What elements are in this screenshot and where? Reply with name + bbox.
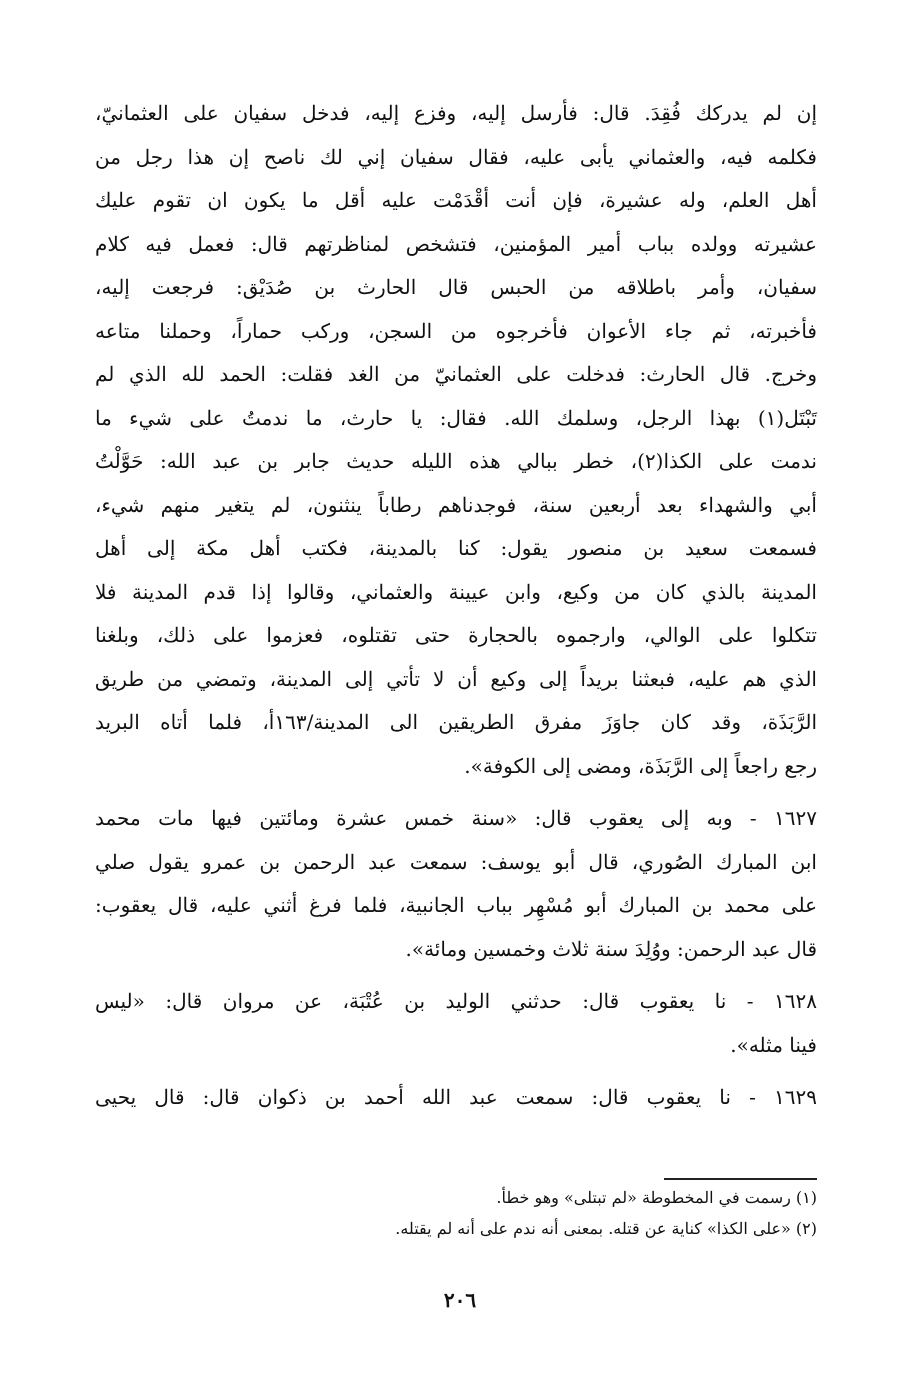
text-line: أبي والشهداء بعد أربعين سنة، فوجدناهم رطاباً ينثنون، لم يتغير منهم شيء، xyxy=(95,492,817,517)
paragraph-gap xyxy=(95,788,817,797)
text-line: ١٦٢٨ - نا يعقوب قال: حدثني الوليد بن عُتْبَة، عن مروان قال: «ليس xyxy=(95,989,817,1013)
footnotes xyxy=(97,1182,817,1244)
text-line: تتكلوا على الوالي، وارجموه بالحجارة حتى تقتلوه، فعزموا على ذلك، وبلغنا xyxy=(95,623,817,647)
text-line: الرَّبَذَة، وقد كان جاوَزَ مفرق الطريقين الى المدينة/١٦٣أ، فلما أتاه البريد xyxy=(95,710,818,734)
text-line: عشيرته وولده بباب أمير المؤمنين، فتشخص لمناظرتهم قال: فعمل فيه كلام xyxy=(95,231,817,256)
text-line: فسمعت سعيد بن منصور يقول: كنا بالمدينة، فكتب أهل مكة إلى أهل xyxy=(95,536,817,560)
text-line: أهل العلم، وله عشيرة، فإن أنت أقْدَمْت عليه أقل ما يكون ان تقوم عليك xyxy=(95,188,817,212)
paragraph-gap xyxy=(95,971,817,980)
text-line: قال عبد الرحمن: ووُلِدَ سنة ثلاث وخمسين ومائة». xyxy=(405,936,817,961)
paragraph-1629 xyxy=(95,1076,817,1120)
footnote-divider xyxy=(664,1178,817,1180)
footnote-1: (١) رسمت في المخطوطة «لم تبتلى» وهو خطأ. xyxy=(496,1188,817,1207)
text-line: فينا مثله». xyxy=(730,1032,817,1057)
text-line: سفيان، وأمر باطلاقه من الحبس قال الحارث بن صُدَيْق: فرجعت إليه، xyxy=(95,275,817,299)
text-line: الذي هم عليه، فبعثنا بريداً إلى وكيع أن لا تأتي إلى المدينة، وتمضي من طريق xyxy=(95,666,817,691)
text-line: فأخبرته، ثم جاء الأعوان فأخرجوه من السجن، وركب حماراً، وحملنا متاعه xyxy=(95,318,817,343)
text-line: ١٦٢٧ - وبه إلى يعقوب قال: «سنة خمس عشرة ومائتين فيها مات محمد xyxy=(95,806,817,830)
text-line: رجع راجعاً إلى الرَّبَذَة، ومضى إلى الكوفة». xyxy=(464,753,817,778)
footnote-2: (٢) «على الكذا» كناية عن قتله. بمعنى أنه ندم على أنه لم يقتله. xyxy=(395,1219,817,1238)
text-line: ندمت على الكذا(٢)، خطر ببالي هذه الليله حديث جابر بن عبد الله: حَوَّلْتُ xyxy=(95,449,817,473)
paragraph-story xyxy=(95,92,817,788)
text-line: ١٦٢٩ - نا يعقوب قال: سمعت عبد الله أحمد بن ذكوان قال: قال يحيى xyxy=(95,1085,817,1109)
text-line: ابن المبارك الصُوري، قال أبو يوسف: سمعت عبد الرحمن بن عمرو يقول صلي xyxy=(95,849,817,874)
paragraph-1627 xyxy=(95,797,817,971)
page-body xyxy=(95,92,817,1120)
text-line: وخرج. قال الحارث: فدخلت على العثمانيّ من الغد فقلت: الحمد لله الذي لم xyxy=(95,362,817,386)
paragraph-1628 xyxy=(95,980,817,1067)
page-number: ٢٠٦ xyxy=(443,1288,477,1312)
paragraph-gap xyxy=(95,1067,817,1076)
text-line: المدينة بالذي كان من وكيع، وابن عيينة والعثماني، وقالوا إذا قدم المدينة فلا xyxy=(95,579,817,604)
text-line: فكلمه فيه، والعثماني يأبى عليه، فقال سفيان إني لك ناصح إن هذا رجل من xyxy=(95,144,817,169)
text-line: تَبْتَل(١) بهذا الرجل، وسلمك الله. فقال: يا حارث، ما ندمتُ على شيء ما xyxy=(95,405,817,430)
text-line: على محمد بن المبارك أبو مُسْهِر بباب الجانبية، فلما فرغ أثني عليه، قال يعقوب: xyxy=(95,893,817,917)
text-line: إن لم يدركك فُقِدَ. قال: فأرسل إليه، وفزع إليه، فدخل سفيان على العثمانيّ، xyxy=(95,101,817,125)
